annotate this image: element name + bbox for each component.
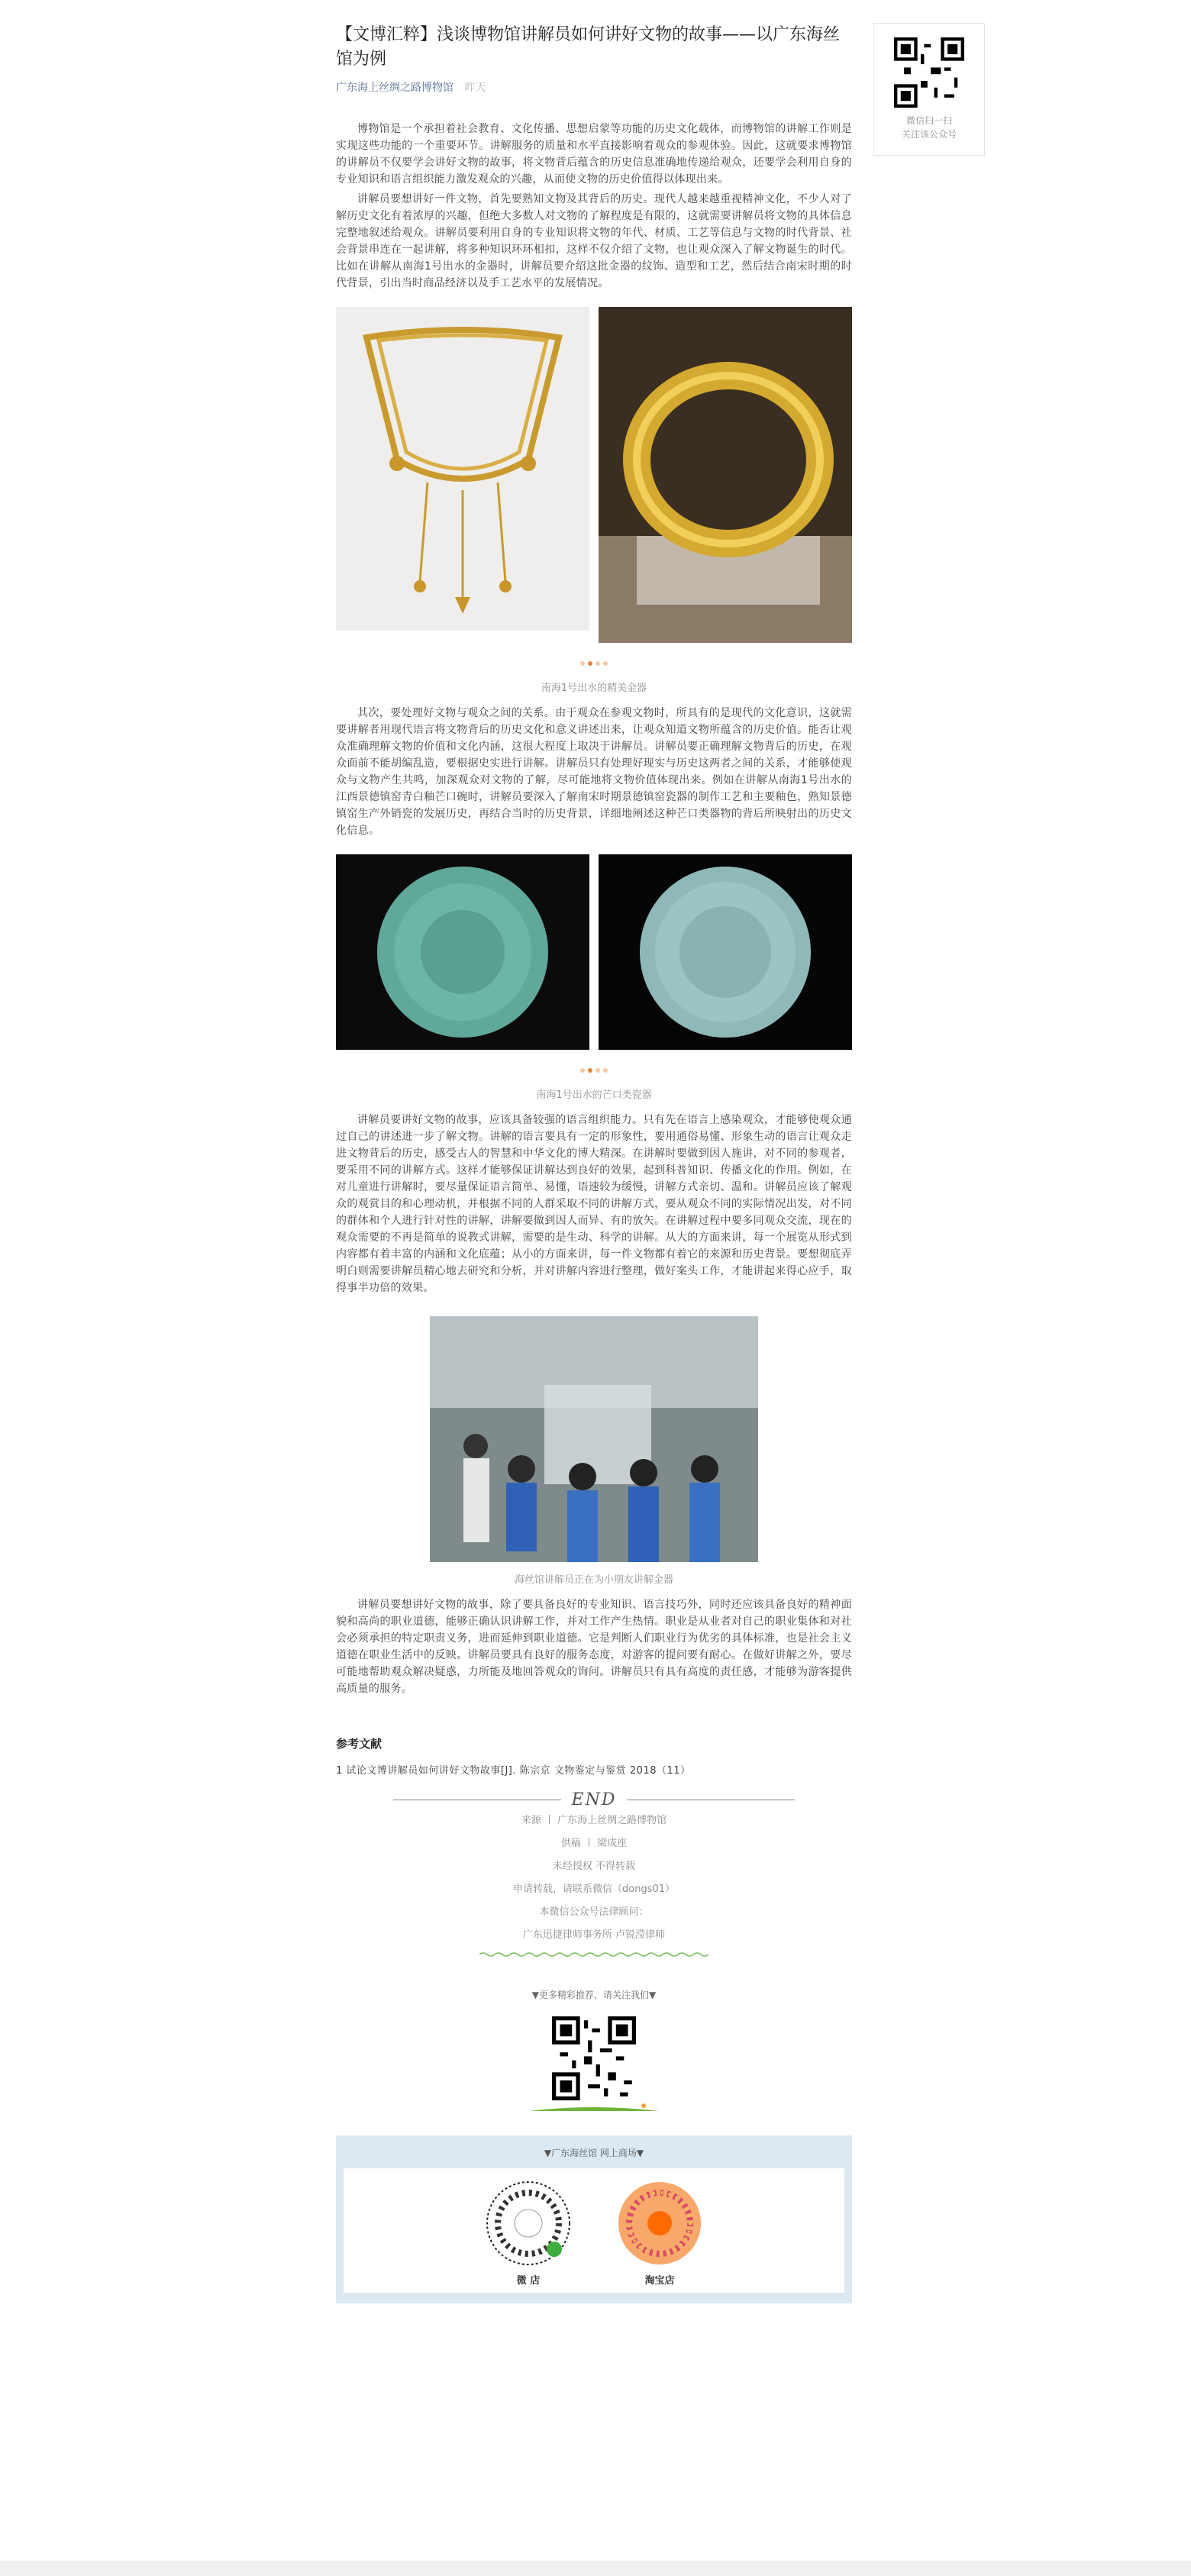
weidian-qr-code[interactable] [486,2181,571,2266]
article [336,23,852,2303]
weidian-shop[interactable] [486,2181,571,2287]
paragraph-5: 讲解员要想讲好文物的故事，除了要具备良好的专业知识、语言技巧外，同时还应该具备良好的精神面貌和高尚的职业道德，能够正确认识讲解工作，并对工作产生热情。职业是从业者对自己的职业集体和对社会必须承担的特定职责义务，进而延伸到职业道德。它是判断人们职业行为优劣的具体标准，也是社会主义道德在职业生活中的反映。讲解员要具有良好的服务态度，对游客的提问要有耐心。在做好讲解之外，要尽可能地帮助观众解决疑惑，力所能及地回答观众的询问。讲解员只有具有高度的责任感，才能够为游客提供高质量的服务。 [336,1599,852,1695]
credit-copyright: 未经授权 不得转载 [552,1861,636,1872]
weidian-label: 微 店 [516,2275,541,2287]
end-divider [336,1790,852,1809]
credit-legal-name: 广东迅捷律师事务所 卢锐滢律师 [522,1929,666,1941]
sidebar-qr-code[interactable] [894,37,964,108]
image-caption-museum: 海丝馆讲解员正在为小朋友讲解金器 [514,1574,673,1586]
image-caption-gold: 南海1号出水的精美金器 [541,683,647,694]
credit-reprint: 申请转载，请联系微信（dongs01） [512,1884,675,1895]
reference-item: 1 试论文博讲解员如何讲好文物故事[J]. 陈宗京 文物鉴定与鉴赏 2018（11） [336,1765,691,1777]
paragraph-1: 博物馆是一个承担着社会教育、文化传播、思想启蒙等功能的历史文化载体，而博物馆的讲解工作则是实现这些功能的一个重要环节。讲解服务的质量和水平直接影响着观众的参观体验。因此，这就要求博物馆的讲解员不仅要学会讲好文物的故事，将文物背后蕴含的历史信息准确地传递给观众，还要学会利用自身的专业知识和语言组织能力激发观众的兴趣，从而使文物的历史价值得以体现出来。 [336,123,852,186]
gold-bracelet-image [599,307,852,643]
gold-image-carousel[interactable] [336,307,852,643]
grass-decoration [529,2100,659,2113]
taobao-shop[interactable] [617,2181,702,2287]
carousel-dots[interactable] [336,661,852,666]
image-caption-porcelain: 南海1号出水的芒口类瓷器 [536,1089,652,1101]
references-title: 参考文献 [336,1737,382,1751]
sidebar-qr-line2: 关注该公众号 [901,129,957,140]
porcelain-bowl-image-1 [336,854,589,1050]
taobao-label: 淘宝店 [644,2275,675,2287]
shop-panel-title: ▼广东海丝馆 网上商场▼ [544,2148,644,2158]
credit-source: 来源 丨 广东海上丝绸之路博物馆 [521,1815,667,1826]
sidebar-qr-card [873,23,985,156]
end-text: END [571,1790,617,1809]
article-meta [336,79,852,95]
online-shop-panel [336,2135,852,2303]
paragraph-3: 其次，要处理好文物与观众之间的关系。由于观众在参观文物时，所具有的是现代的文化意识，这就需要讲解者用现代语言将文物背后的历史文化和意义讲述出来，让观众知道文物所蕴含的历史价值。能否让观众准确理解文物的价值和文化内涵，这很大程度上取决于讲解员。讲解员要正确理解文物背后的历史，在观众面前不能胡编乱造，要根据史实进行讲解。讲解员只有处理好现实与历史这两者之间的关系，才能够使观众与文物产生共鸣，加深观众对文物的了解，尽可能地将文物价值体现出来。例如在讲解从南海1号出水的江西景德镇窑青白釉芒口碗时，讲解员要深入了解南宋时期景德镇窑瓷器的制作工艺和主要釉色，熟知景德镇窑生产外销瓷的发展历史，再结合当时的历史背景，详细地阐述这种芒口类器物的背后所映射出的历史文化信息。 [336,707,852,837]
sidebar-qr-line1: 微信扫一扫 [905,115,952,126]
credit-legal-title: 本微信公众号法律顾问： [539,1906,649,1918]
shop-qr-list [344,2168,844,2293]
end-block [336,1790,852,2303]
paragraph-2: 讲解员要想讲好一件文物，首先要熟知文物及其背后的历史。现代人越来越重视精神文化，不少人对了解历史文化有着浓厚的兴趣，但绝大多数人对文物的了解程度是有限的，这就需要讲解员将文物的具体信息完整地叙述给观众。讲解员要利用自身的专业知识将文物的年代、材质、工艺等信息与文物的时代背景、社会背景串连在一起讲解，将多种知识环环相扣，这样不仅介绍了文物，也让观众深入了解文物诞生的时代。比如在讲解从南海1号出水的金器时，讲解员要介绍这批金器的纹饰、造型和工艺，然后结合南宋时期的时代背景，引出当时商品经济以及手工艺水平的发展情况。 [336,193,852,289]
museum-guide-photo [430,1316,758,1562]
carousel-dots[interactable] [336,1068,852,1073]
official-account-qr-code[interactable] [552,2016,636,2100]
wave-divider [479,1951,708,1958]
publish-date: 昨天 [464,82,486,94]
references-section [336,1735,852,1777]
account-name-link[interactable]: 广东海上丝绸之路博物馆 [336,82,453,94]
porcelain-image-carousel[interactable] [336,854,852,1050]
gold-necklace-image [336,307,589,631]
article-title: 【文博汇粹】浅谈博物馆讲解员如何讲好文物的故事——以广东海丝馆为例 [336,25,841,69]
taobao-qr-code[interactable] [617,2181,702,2266]
more-hint: ▼更多精彩推荐，请关注我们▼ [531,1990,657,2000]
page-bottom-bar [0,2561,1191,2576]
credit-contributor: 供稿 丨 梁成座 [560,1838,628,1849]
paragraph-4: 讲解员要讲好文物的故事，应该具备较强的语言组织能力。只有先在语言上感染观众，才能够使观众通过自己的讲述进一步了解文物。讲解的语言要具有一定的形象性，要用通俗易懂、形象生动的语言让观众走进文物背后的历史，感受古人的智慧和中华文化的博大精深。在讲解时要做到因人施讲，对不同的参观者，要采用不同的讲解方式。这样才能够保证讲解达到良好的效果，起到科普知识、传播文化的作用。例如，在对儿童进行讲解时，要尽量保证语言简单、易懂，语速较为缓慢，讲解方式亲切、温和。讲解员应该了解观众的观赏目的和心理动机，并根据不同的人群采取不同的讲解方式，要从观众不同的实际情况出发，对不同的群体和个人进行针对性的讲解，讲解要做到因人而异、有的放矢。在讲解过程中要多同观众交流，现在的观众需要的不再是简单的说教式讲解，需要的是生动、科学的讲解。从大的方面来讲，每一个展览从形式到内容都有着丰富的内涵和文化底蕴；从小的方面来讲，每一件文物都有着它的来源和历史背景。要想彻底弄明白则需要讲解员精心地去研究和分析，并对讲解内容进行整理，做好案头工作，才能讲起来得心应手，取得事半功倍的效果。 [336,1114,852,1294]
porcelain-bowl-image-2 [599,854,852,1050]
